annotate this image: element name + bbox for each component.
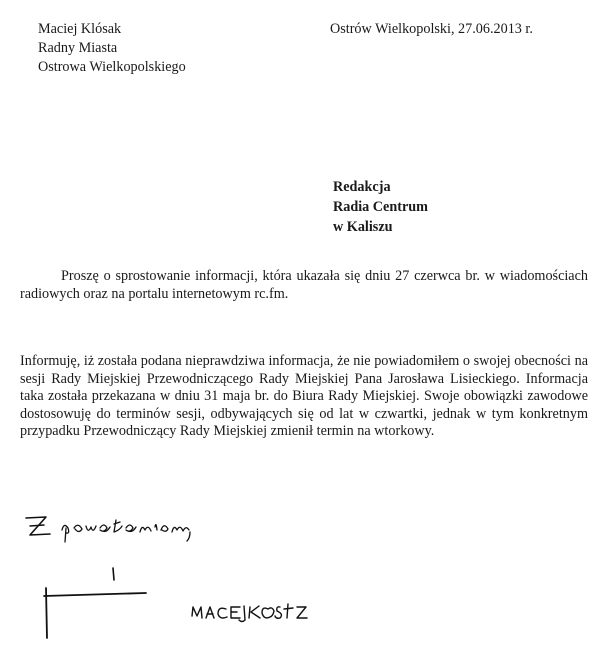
signature-text (30, 560, 31, 561)
closing-text (24, 508, 25, 509)
recipient-line-2: Radia Centrum (333, 199, 428, 215)
body-paragraph-2: Informuję, iż została podana nieprawdziwa informacja, że nie powiadomiłem o swojej obecności na sesji Rady Miejskiej Przewodniczącego Rady Miejskiej Pana Jarosława Lisieckiego. Informacja taka została przekazana w dniu 31 maja br. do Biura Rady Miejskiej. Swoje obowiązki zawodowe dostosowuję do terminów sesji, odbywających się od lat w czwartki, jednak w tym konkretnym przypadku Przewodniczący Rady Miejskiej zmienił termin na wtorkowy. (20, 353, 588, 439)
recipient-line-1: Redakcja (333, 179, 391, 195)
signature-image (30, 560, 350, 640)
body-paragraph-1: Proszę o sprostowanie informacji, która ukazała się dniu 27 czerwca br. w wiadomościach radiowych oraz na portalu internetowym rc.fm. (20, 268, 588, 302)
recipient-block (333, 177, 428, 237)
closing-handwriting-image (24, 508, 194, 558)
sender-title: Radny Miasta (38, 40, 118, 56)
recipient-line-3: w Kaliszu (333, 219, 393, 235)
sender-block (38, 20, 186, 77)
sender-city: Ostrowa Wielkopolskiego (38, 59, 186, 75)
letter-date: Ostrów Wielkopolski, 27.06.2013 r. (330, 21, 533, 37)
handwritten-signature (30, 560, 350, 640)
sender-name: Maciej Klósak (38, 21, 122, 37)
handwritten-closing (24, 508, 194, 558)
